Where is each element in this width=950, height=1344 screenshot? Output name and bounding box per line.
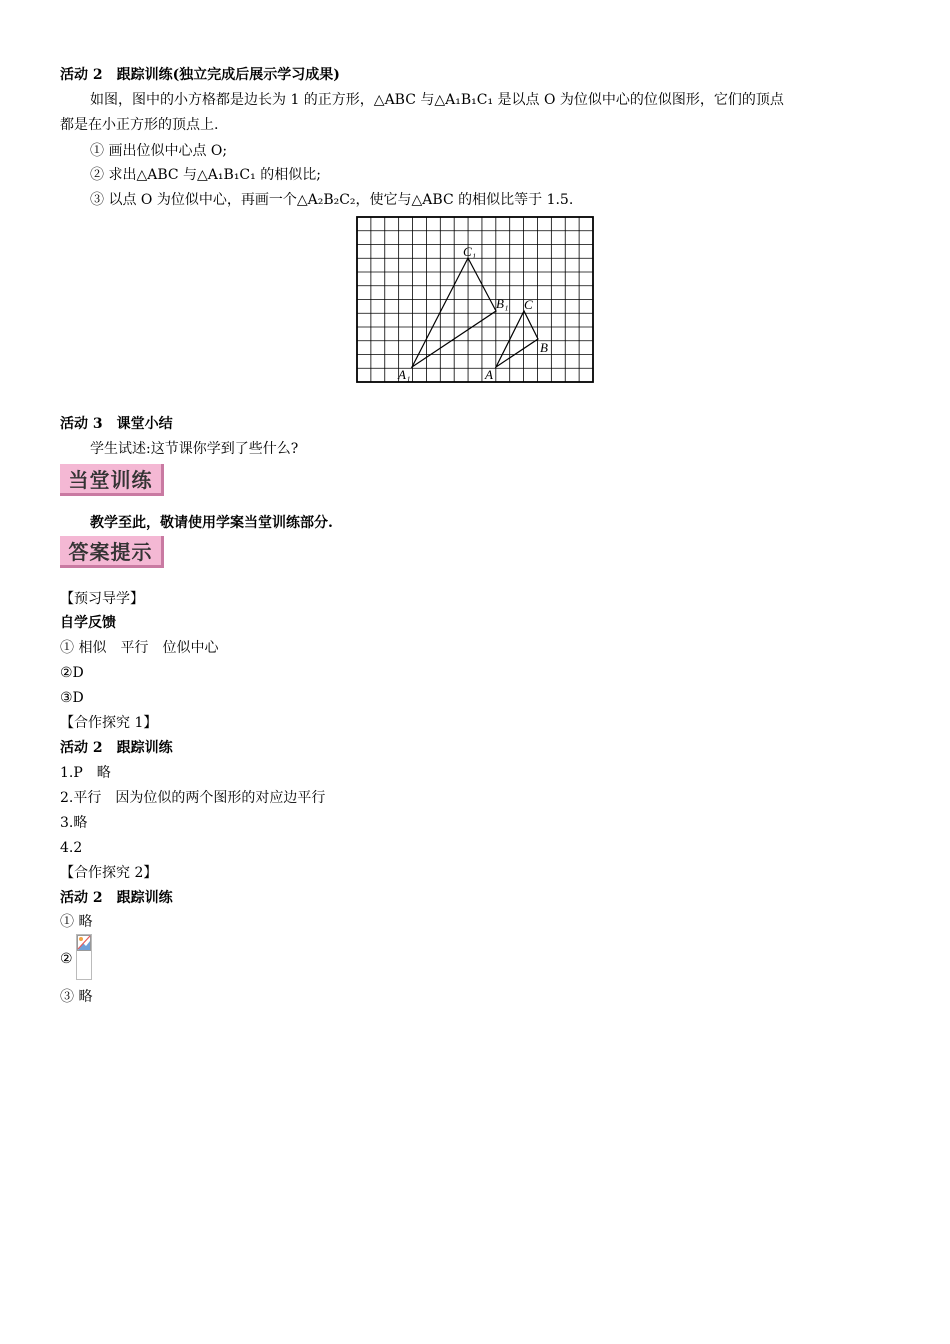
coop1-answer-3: 3.略 [60,815,88,831]
coop1-answer-4: 4.2 [60,840,83,856]
coop2-heading: 【合作探究 2】 [60,865,158,881]
self-feedback-heading: 自学反馈 [60,615,116,631]
coop1-heading: 【合作探究 1】 [60,715,158,731]
label-a: A [485,367,493,382]
banner-classroom-training: 当堂训练 [60,464,164,496]
coop1-answer-1: 1.P 略 [60,765,111,781]
activity3-text: 学生试述:这节课你学到了些什么? [90,441,299,457]
question-2: ② 求出△ABC 与△A₁B₁C₁ 的相似比; [90,167,321,183]
coop1-activity: 活动 2 跟踪训练 [60,740,173,756]
broken-image-icon [76,934,92,980]
triangle-abc [496,311,538,367]
preview-heading: 【预习导学】 [60,591,144,607]
label-b: B [540,340,548,355]
answer-3: ③D [60,690,84,706]
question-1: ① 画出位似中心点 O; [90,143,228,159]
homothety-grid-figure [356,216,594,384]
label-c1: C₁ [463,244,477,259]
answer-2: ②D [60,665,84,681]
label-a1: A₁ [398,367,411,382]
label-c: C [524,297,533,312]
problem-intro-line1: 如图，图中的小方格都是边长为 1 的正方形，△ABC 与△A₁B₁C₁ 是以点 O 为位似中心的位似图形，它们的顶点 [90,92,784,108]
banner-answer-hints: 答案提示 [60,536,164,568]
coop1-answer-2: 2.平行 因为位似的两个图形的对应边平行 [60,790,326,806]
coop2-answer-3: ③ 略 [60,989,93,1005]
training-text: 教学至此，敬请使用学案当堂训练部分. [90,515,333,531]
coop2-answer-2: ② [60,951,73,967]
answer-1: ① 相似 平行 位似中心 [60,640,219,656]
activity2-heading: 活动 2 跟踪训练(独立完成后展示学习成果) [60,67,340,83]
coop2-answer-1: ① 略 [60,914,93,930]
problem-intro-line2: 都是在小正方形的顶点上. [60,117,219,133]
question-3: ③ 以点 O 为位似中心，再画一个△A₂B₂C₂，使它与△ABC 的相似比等于 1.5. [90,192,574,208]
coop2-activity: 活动 2 跟踪训练 [60,890,173,906]
label-b1: B₁ [496,296,509,311]
grid-lines [357,217,593,382]
activity3-heading: 活动 3 课堂小结 [60,416,173,432]
